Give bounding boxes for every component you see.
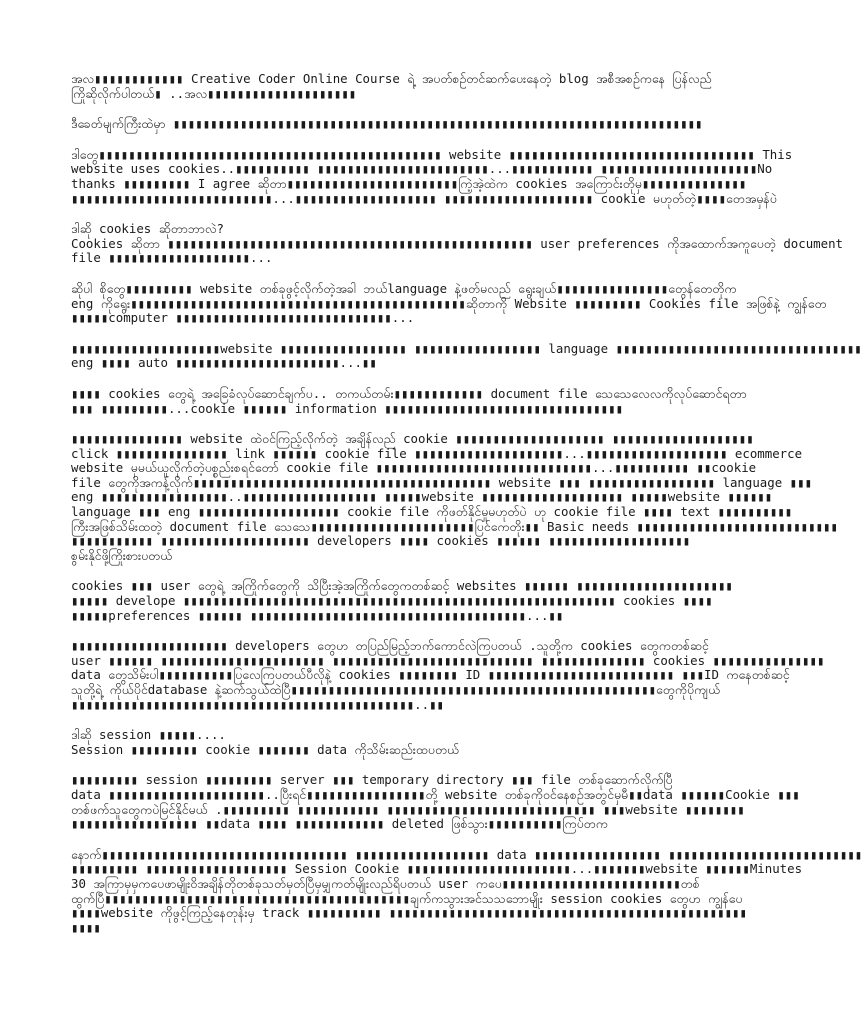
text-line: ▮▮▮▮▮▮▮▮▮▮▮▮▮▮▮ website ထဲဝင်ကြည့်လိုက်တဲ့ အချိန်လည် cookie ▮▮▮▮▮▮▮▮▮▮▮▮▮▮▮▮▮▮▮▮ ▮▮▮▮▮▮▮▮▮▮▮▮▮▮▮▮▮▮▮ (71, 431, 754, 447)
text-line: eng ▮▮▮▮ auto ▮▮▮▮▮▮▮▮▮▮▮▮▮▮▮▮▮▮▮▮▮▮...▮▮ (71, 355, 377, 371)
paragraph-gap (71, 266, 701, 282)
paragraph (71, 340, 862, 371)
text-line: ▮▮▮▮▮preferences ▮▮▮▮▮▮ ▮▮▮▮▮▮▮▮▮▮▮▮▮▮▮▮▮▮▮▮▮▮▮▮▮▮▮▮▮▮▮▮▮▮▮▮▮...▮▮ (71, 607, 564, 623)
text-line: နောက်▮▮▮▮▮▮▮▮▮▮▮▮▮▮▮▮▮▮▮▮▮▮▮▮▮▮▮▮▮▮▮▮▮ ▮▮▮▮▮▮▮▮▮▮▮▮▮▮▮▮▮▮ data ▮▮▮▮▮▮▮▮▮▮▮▮▮▮▮▮▮ ▮▮▮▮▮▮▮▮▮▮▮▮▮▮▮▮▮▮▮▮▮▮▮▮▮▮ (71, 846, 862, 862)
text-line: ဆိုပါ စိုတွေ▮▮▮▮▮▮▮▮▮ website တစ်ခုဖွင့်လိုက်တဲ့အခါ ဘယ်language နဲ့ဖတ်မလည် ရွေးချယ်▮▮▮▮▮▮▮▮▮▮▮▮▮▮▮တွေန်တေတိုက (71, 280, 737, 296)
paragraph (71, 221, 844, 266)
paragraph-gap (71, 712, 701, 728)
text-line: eng ကိုရွေး▮▮▮▮▮▮▮▮▮▮▮▮▮▮▮▮▮▮▮▮▮▮▮▮▮▮▮▮▮▮▮▮▮▮▮▮▮▮▮▮▮▮▮▮▮ဆိုတာကို Website ▮▮▮▮▮▮▮▮▮ Cookies file အဖြစ်နဲ့ ကျွန်တေ (71, 295, 827, 311)
text-line: ဒီခေတ်မျက်ကြီးထဲမှာ ▮▮▮▮▮▮▮▮▮▮▮▮▮▮▮▮▮▮▮▮▮▮▮▮▮▮▮▮▮▮▮▮▮▮▮▮▮▮▮▮▮▮▮▮▮▮▮▮▮▮▮▮▮▮▮▮▮▮▮▮▮▮▮▮▮▮▮▮▮▮▮ (71, 116, 703, 132)
text-line: သူတို့ရဲ့ ကိုယ်ပိုင်database နဲ့ဆက်သွယ်ထဲပြီ▮▮▮▮▮▮▮▮▮▮▮▮▮▮▮▮▮▮▮▮▮▮▮▮▮▮▮▮▮▮▮▮▮▮▮▮▮▮▮▮▮▮▮▮▮▮▮▮▮တွေကိုပိုကျယ် (71, 682, 721, 697)
paragraph (71, 385, 747, 416)
text-line: language ▮▮▮ eng ▮▮▮▮▮▮▮▮▮▮▮▮▮▮▮▮▮▮▮ cookie file ကိုဖတ်နိုင်မှုမဟုတ်ပဲ ဟု cookie file ▮▮▮▮ text ▮▮▮▮▮▮▮▮▮▮ (71, 504, 793, 520)
text-line: ထွက်ပြီ▮▮▮▮▮▮▮▮▮▮▮▮▮▮▮▮▮▮▮▮▮▮▮▮▮▮▮▮▮▮▮▮▮▮▮▮▮▮▮▮▮ချက်ကသွားအင်သသဘောမျိုး session cookies တွေဟ ကျွန်ပေ (71, 890, 743, 906)
text-line: Session ▮▮▮▮▮▮▮▮▮ cookie ▮▮▮▮▮▮▮ data ကိုသိမ်းဆည်းထပတယ် (71, 741, 460, 757)
paragraph-gap (71, 132, 701, 148)
text-line: အလ▮▮▮▮▮▮▮▮▮▮▮▮ Creative Coder Online Course ရဲ့ အပတ်စဉ်တင်ဆက်ပေးနေတဲ့ blog အစီအစဉ်ကနေ ပြန်လည် (71, 71, 712, 86)
text-line: ▮▮▮▮▮▮▮▮▮ session ▮▮▮▮▮▮▮▮▮ server ▮▮▮ temporary directory ▮▮▮ file တစ်ခုဆောက်လိုက်ပြီ (71, 772, 673, 788)
text-line: ▮▮▮▮▮computer ▮▮▮▮▮▮▮▮▮▮▮▮▮▮▮▮▮▮▮▮▮▮▮▮▮▮▮▮▮... (71, 310, 415, 326)
text-line: ဒါဆို session ▮▮▮▮▮.... (71, 727, 226, 743)
text-line: တစ်ဖက်သူတွေကပဲမြင်နိုင်မယ် .▮▮▮▮▮▮▮▮▮ ▮▮▮▮▮▮▮▮▮▮▮ ▮▮▮▮▮▮▮▮▮▮▮▮▮▮▮▮▮▮▮▮▮▮▮▮▮▮▮▮ ▮▮▮website ▮▮▮▮▮▮▮▮ (71, 801, 745, 817)
text-line: ▮▮▮▮▮▮▮▮▮▮▮▮▮▮▮▮▮▮▮▮▮ developers တွေဟ တပြည်မြည့်ဘက်ကောင်လဲကြပတယ် .သူတို့က cookies တွေကတစ်ဆင့် (71, 638, 709, 654)
paragraph-gap (71, 206, 701, 222)
text-line: ▮▮▮▮▮▮▮▮▮▮▮ ▮▮▮▮▮▮▮▮▮▮▮▮▮▮▮▮▮▮▮▮ developers ▮▮▮▮ cookies ▮▮▮▮▮▮ ▮▮▮▮▮▮▮▮▮▮▮▮▮▮▮▮▮▮▮ (71, 533, 691, 549)
text-line: file ▮▮▮▮▮▮▮▮▮▮▮▮▮▮▮▮▮▮▮... (71, 250, 273, 266)
text-line: ▮▮▮ ▮▮▮▮▮▮▮▮▮...cookie ▮▮▮▮▮▮ information ▮▮▮▮▮▮▮▮▮▮▮▮▮▮▮▮▮▮▮▮▮▮▮▮▮▮▮▮▮▮▮▮ (71, 400, 624, 416)
paragraph-gap (71, 757, 701, 773)
text-line: ကြီးအဖြစ်သိမ်းထတဲ့ document file သေသေ▮▮▮▮▮▮▮▮▮▮▮▮▮▮▮▮▮▮▮▮▮▮ပြင်ကေတိုး▮▮ Basic needs ▮▮▮▮▮▮▮▮▮▮▮▮▮▮▮▮▮▮▮▮▮▮▮▮▮▮▮ (71, 518, 838, 534)
paragraph (71, 638, 825, 712)
paragraph (71, 71, 712, 101)
paragraph (71, 846, 862, 936)
text-line: data တွေသိမ်းပါ▮▮▮▮▮▮▮▮▮▮ပြလေကြပတယ်ပီလိုနဲ့ cookies ▮▮▮▮▮▮▮▮ ID ▮▮▮▮▮▮▮▮▮▮▮▮▮▮▮▮▮▮▮▮▮▮▮▮▮ ▮▮▮ID ကနေတစ်ဆင့် (71, 667, 790, 683)
text-line: ကြိုဆိုလိုက်ပါတယ်▮ ..အလ▮▮▮▮▮▮▮▮▮▮▮▮▮▮▮▮▮▮▮▮ (71, 85, 357, 101)
document-page (71, 71, 862, 935)
text-line: cookies ▮▮▮ user တွေရဲ့ အကြိုက်တွေကို သိပြီးအဲ့အကြိုက်တွေကတစ်ဆင့် websites ▮▮▮▮▮▮ ▮▮▮▮▮▮▮▮▮▮▮▮▮▮▮▮▮▮▮▮▮ (71, 578, 733, 594)
text-line: ▮▮▮▮▮▮▮▮▮▮▮▮▮▮▮▮▮▮▮▮▮▮▮▮▮▮▮...▮▮▮▮▮▮▮▮▮▮▮▮▮▮▮▮▮▮▮ ▮▮▮▮▮▮▮▮▮▮▮▮▮▮▮▮▮▮▮▮ cookie မဟုတ်တဲ့▮▮▮▮တေအမှန်ပဲ (71, 190, 777, 206)
text-line: စွမ်းနိုင်ဖို့ကြိုးစားပတယ် (71, 547, 173, 563)
text-line: ▮▮▮▮▮▮▮▮▮▮▮▮▮▮▮▮▮▮▮▮website ▮▮▮▮▮▮▮▮▮▮▮▮▮▮▮▮▮ ▮▮▮▮▮▮▮▮▮▮▮▮▮▮▮▮▮ language ▮▮▮▮▮▮▮▮▮▮▮▮▮▮▮▮▮▮▮▮▮▮▮▮▮▮▮▮▮▮▮▮▮ (71, 340, 862, 356)
paragraph (71, 578, 733, 623)
paragraph-gap (71, 326, 701, 342)
text-line: Cookies ဆိုတာ ▮▮▮▮▮▮▮▮▮▮▮▮▮▮▮▮▮▮▮▮▮▮▮▮▮▮▮▮▮▮▮▮▮▮▮▮▮▮▮▮▮▮▮▮▮▮▮▮▮ user preferences ကိုအထောက်အကူပေတဲ့ document (71, 235, 844, 251)
text-line: ▮▮▮▮website ကိုဖွင့်ကြည့်နေတုန်းမှ track ▮▮▮▮▮▮▮▮▮▮ ▮▮▮▮▮▮▮▮▮▮▮▮▮▮▮▮▮▮▮▮▮▮▮▮▮▮▮▮▮▮▮▮▮▮▮▮▮▮▮▮▮▮▮▮▮▮▮▮ (71, 905, 747, 921)
text-line: ▮▮▮▮▮▮▮▮▮ ▮▮▮▮▮▮▮▮▮▮▮▮▮▮▮▮▮▮▮ Session Cookie ▮▮▮▮▮▮▮▮▮▮▮▮▮▮▮▮▮▮▮▮▮▮...▮▮▮▮▮▮▮website ▮▮▮▮▮▮Minutes (71, 861, 803, 877)
text-line: ဒါဆို cookies ဆိုတာဘာလဲ? (71, 221, 224, 237)
paragraph-gap (71, 101, 701, 117)
text-line: ▮▮▮▮▮▮▮▮▮▮▮▮▮▮▮▮▮ ▮▮data ▮▮▮▮ ▮▮▮▮▮▮▮▮▮▮▮▮ deleted ဖြစ်သွား▮▮▮▮▮▮▮▮▮▮ကြပ်တက (71, 816, 608, 832)
text-line: user ▮▮▮▮▮▮ ▮▮▮▮▮▮▮▮▮▮▮▮▮▮▮▮▮▮▮▮▮▮ ▮▮▮▮▮▮▮▮▮▮▮▮▮▮▮▮▮▮▮▮▮▮▮▮▮▮▮ ▮▮▮▮▮▮▮▮▮▮▮▮▮▮ cookies ▮▮▮▮▮▮▮▮▮▮▮▮▮▮▮ (71, 652, 825, 668)
text-line: 30 အကြာမှမှကပေဖာမျိုးဝိအချိန်တိုတစ်ခုသတ်မှတ်ပြီမှမျှကတ်မျိုးလည်ရိပတယ် user ကပေ▮▮▮▮▮▮▮▮▮▮▮▮▮▮▮▮▮▮▮▮▮▮▮▮တစ် (71, 875, 700, 891)
paragraph-gap (71, 416, 701, 432)
text-line: website uses cookies..▮▮▮▮▮▮▮▮▮▮ ▮▮▮▮▮▮▮▮▮▮▮▮▮▮▮▮▮▮▮▮▮▮▮...▮▮▮▮▮▮▮▮▮▮▮ ▮▮▮▮▮▮▮▮▮▮▮▮▮▮▮▮▮▮▮▮▮No (71, 161, 773, 177)
paragraph (71, 728, 701, 757)
paragraph (71, 146, 793, 206)
paragraph (71, 117, 701, 132)
paragraph-gap (71, 832, 701, 848)
text-line: file တွေကိုအကန့်လိုက်▮▮▮▮▮▮▮▮▮▮▮▮▮▮▮▮▮▮▮▮▮▮▮▮▮▮▮▮▮▮▮▮▮▮▮▮▮▮▮▮ website ▮▮▮ ▮▮▮▮▮▮▮▮▮▮▮▮▮▮▮▮▮ language ▮▮▮ (71, 474, 813, 490)
paragraph (71, 431, 838, 563)
text-line: ▮▮▮▮ (71, 919, 101, 935)
text-line: data ▮▮▮▮▮▮▮▮▮▮▮▮▮▮▮▮▮▮▮▮▮..ပြီးရင်▮▮▮▮▮▮▮▮▮▮▮▮▮▮▮▮တို့ website တစ်ခုကိုဝင်နေစဉ်အတွင်မှမီ▮▮data ▮▮▮▮▮▮Cookie ▮▮▮ (71, 786, 800, 802)
paragraph-gap (71, 371, 701, 387)
text-line: ▮▮▮▮▮▮▮▮▮▮▮▮▮▮▮▮▮▮▮▮▮▮▮▮▮▮▮▮▮▮▮▮▮▮▮▮▮▮▮▮▮▮▮▮▮▮..▮▮ (71, 696, 444, 712)
text-line: click ▮▮▮▮▮▮▮▮▮▮▮▮▮▮▮ link ▮▮▮▮▮▮ cookie file ▮▮▮▮▮▮▮▮▮▮▮▮▮▮▮▮▮▮▮▮...▮▮▮▮▮▮▮▮▮▮▮▮▮▮▮▮▮▮▮ ecommerce (71, 445, 803, 461)
text-line: website မှမယ်ယူလိုက်တဲ့ပစ္စည်းစရင်တော် cookie file ▮▮▮▮▮▮▮▮▮▮▮▮▮▮▮▮▮▮▮▮▮▮▮▮▮▮▮▮▮...▮▮▮▮▮▮▮▮▮▮ ▮▮cookie (71, 460, 757, 476)
paragraph-gap (71, 623, 701, 639)
text-line: thanks ▮▮▮▮▮▮▮▮▮ I agree ဆိုတာ▮▮▮▮▮▮▮▮▮▮▮▮▮▮▮▮▮▮▮▮▮▮▮ကြဲ့အဲ့ထဲက cookies အကြောင်းတိုမှ▮▮▮▮▮▮▮▮▮▮▮▮▮▮ (71, 175, 747, 191)
text-line: ဒါတွေ▮▮▮▮▮▮▮▮▮▮▮▮▮▮▮▮▮▮▮▮▮▮▮▮▮▮▮▮▮▮▮▮▮▮▮▮▮▮▮▮▮▮▮▮▮▮ website ▮▮▮▮▮▮▮▮▮▮▮▮▮▮▮▮▮▮▮▮▮▮▮▮▮▮▮▮▮▮▮▮▮ This (71, 146, 793, 162)
text-line: ▮▮▮▮ cookies တွေရဲ့ အခြေခံလုပ်ဆောင်ချက်ပ.. တကယ်တမ်း▮▮▮▮▮▮▮▮▮▮▮▮ document file သေသေလေလကိုလုပ်ဆောင်ရတာ (71, 385, 747, 401)
paragraph (71, 280, 827, 326)
text-line: ▮▮▮▮▮ develope ▮▮▮▮▮▮▮▮▮▮▮▮▮▮▮▮▮▮▮▮▮▮▮▮▮▮▮▮▮▮▮▮▮▮▮▮▮▮▮▮▮▮▮▮▮▮▮▮▮▮▮▮▮▮▮▮▮▮ cookies ▮▮▮▮ (71, 593, 713, 609)
text-line: eng ▮▮▮▮▮▮▮▮▮▮▮▮▮▮▮▮▮..▮▮▮▮▮▮▮▮▮▮▮▮▮▮▮▮▮▮ ▮▮▮▮▮website ▮▮▮▮▮▮▮▮▮▮▮▮▮▮▮▮▮▮▮ ▮▮▮▮▮website ▮▮▮▮▮▮ (71, 489, 773, 505)
paragraph (71, 772, 800, 832)
